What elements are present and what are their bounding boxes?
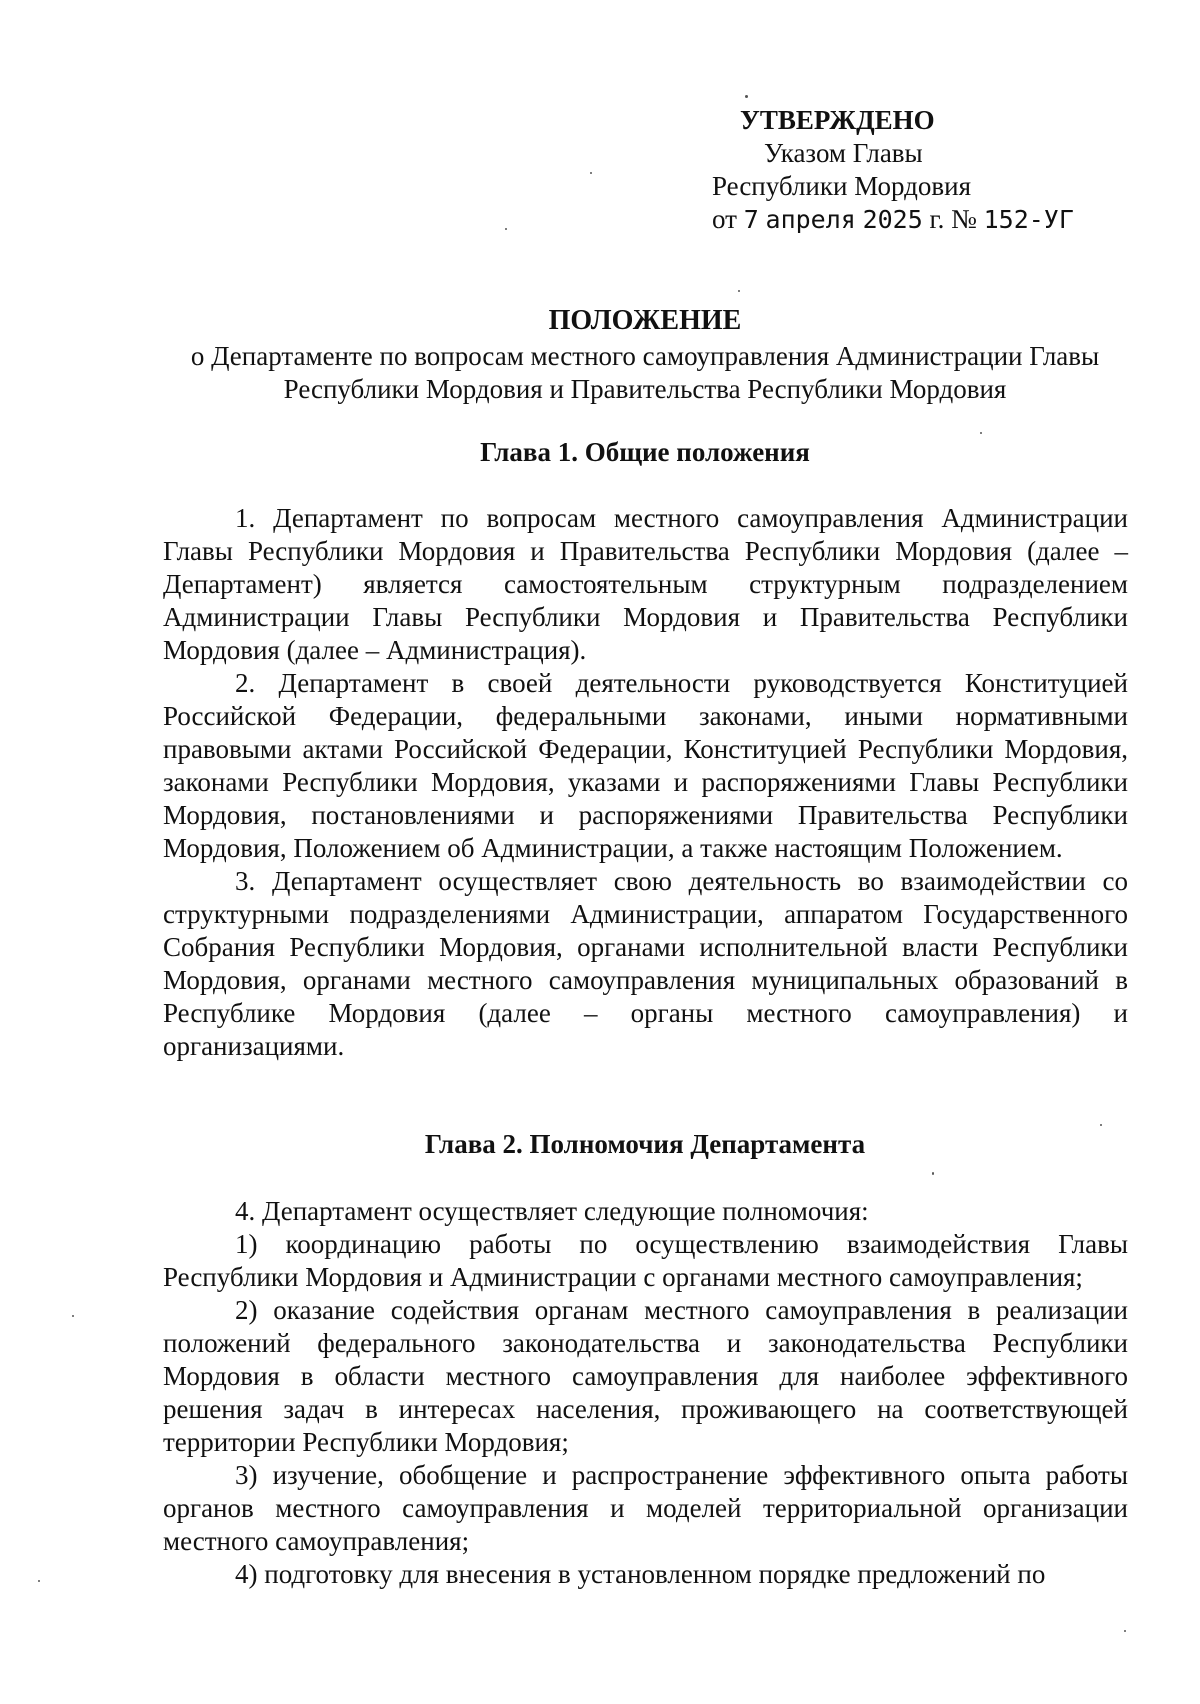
- chapter-2-body: [163, 1195, 1128, 1591]
- paragraph-2: 2. Департамент в своей деятельности руководствуется Конституцией Российской Федерации, федеральными законами, иными нормативными правовыми актами Российской Федерации, Конституцией Республики Мордовия, законами Республики Мордовия, указами и распоряжениями Главы Республики Мордовия, постановлениями и распоряжениями Правительства Республики Мордовия, Положением об Администрации, а также настоящим Положением.: [163, 668, 1128, 863]
- scan-speck: [38, 1580, 40, 1582]
- scan-speck: [980, 432, 982, 434]
- paragraph-4: 4. Департамент осуществляет следующие полномочия:: [235, 1196, 869, 1226]
- scan-speck: [590, 172, 592, 174]
- approval-date-line: [712, 203, 1132, 236]
- subitem-4: 4) подготовку для внесения в установленном порядке предложений по: [235, 1559, 1046, 1589]
- scan-speck: [1124, 1630, 1126, 1632]
- approval-heading: УТВЕРЖДЕНО: [740, 105, 935, 135]
- approval-line-republic: Республики Мордовия: [712, 171, 972, 201]
- document-subtitle: [160, 340, 1130, 406]
- date-year: 2025: [862, 205, 923, 234]
- approval-stamp: [712, 104, 1132, 236]
- subitem-2: 2) оказание содействия органам местного самоуправления в реализации положений федерального законодательства и законодательства Республики Мордовия в области местного самоуправления для наиболее эффективного решения задач в интересах населения, проживающего на соответствующей территории Республики Мордовия;: [163, 1295, 1128, 1457]
- chapter-1-heading: Глава 1. Общие положения: [480, 437, 810, 467]
- subitem-3: 3) изучение, обобщение и распространение эффективного опыта работы органов местного самоуправления и моделей территориальной организации местного самоуправления;: [163, 1460, 1128, 1556]
- document-title: ПОЛОЖЕНИЕ: [548, 305, 742, 336]
- scan-speck: [505, 228, 507, 230]
- paragraph-3: 3. Департамент осуществляет свою деятельность во взаимодействии со структурными подразделениями Администрации, аппаратом Государственного Собрания Республики Мордовия, органами исполнительной власти Республики Мордовия, органами местного самоуправления муниципальных образований в Республике Мордовия (далее – органы местного самоуправления) и организациями.: [163, 866, 1128, 1061]
- date-day: 7: [743, 205, 759, 234]
- approval-line-decree: Указом Главы: [764, 138, 923, 168]
- subtitle-line-1: о Департаменте по вопросам местного самоуправления Администрации Главы: [190, 341, 1100, 371]
- chapter-2-heading: Глава 2. Полномочия Департамента: [424, 1129, 866, 1159]
- date-mid: г. №: [929, 204, 977, 234]
- date-prefix: от: [712, 204, 737, 234]
- paragraph-1: 1. Департамент по вопросам местного самоуправления Администрации Главы Республики Мордовия и Правительства Республики Мордовия (далее – Департамент) является самостоятельным структурным подразделением Администрации Главы Республики Мордовия и Правительства Республики Мордовия (далее – Администрация).: [163, 503, 1128, 665]
- subitem-1: 1) координацию работы по осуществлению взаимодействия Главы Республики Мордовия и Администрации с органами местного самоуправления;: [163, 1229, 1128, 1292]
- scan-speck: [72, 1315, 74, 1317]
- scan-speck: [745, 95, 748, 98]
- subtitle-line-2: Республики Мордовия и Правительства Республики Мордовия: [283, 374, 1007, 404]
- chapter-1-body: [163, 502, 1128, 1063]
- date-month: апреля: [765, 205, 856, 234]
- decree-number: 152-УГ: [983, 205, 1074, 234]
- scan-speck: [738, 290, 740, 292]
- scan-speck: [932, 1172, 934, 1175]
- scan-speck: [1100, 1124, 1102, 1126]
